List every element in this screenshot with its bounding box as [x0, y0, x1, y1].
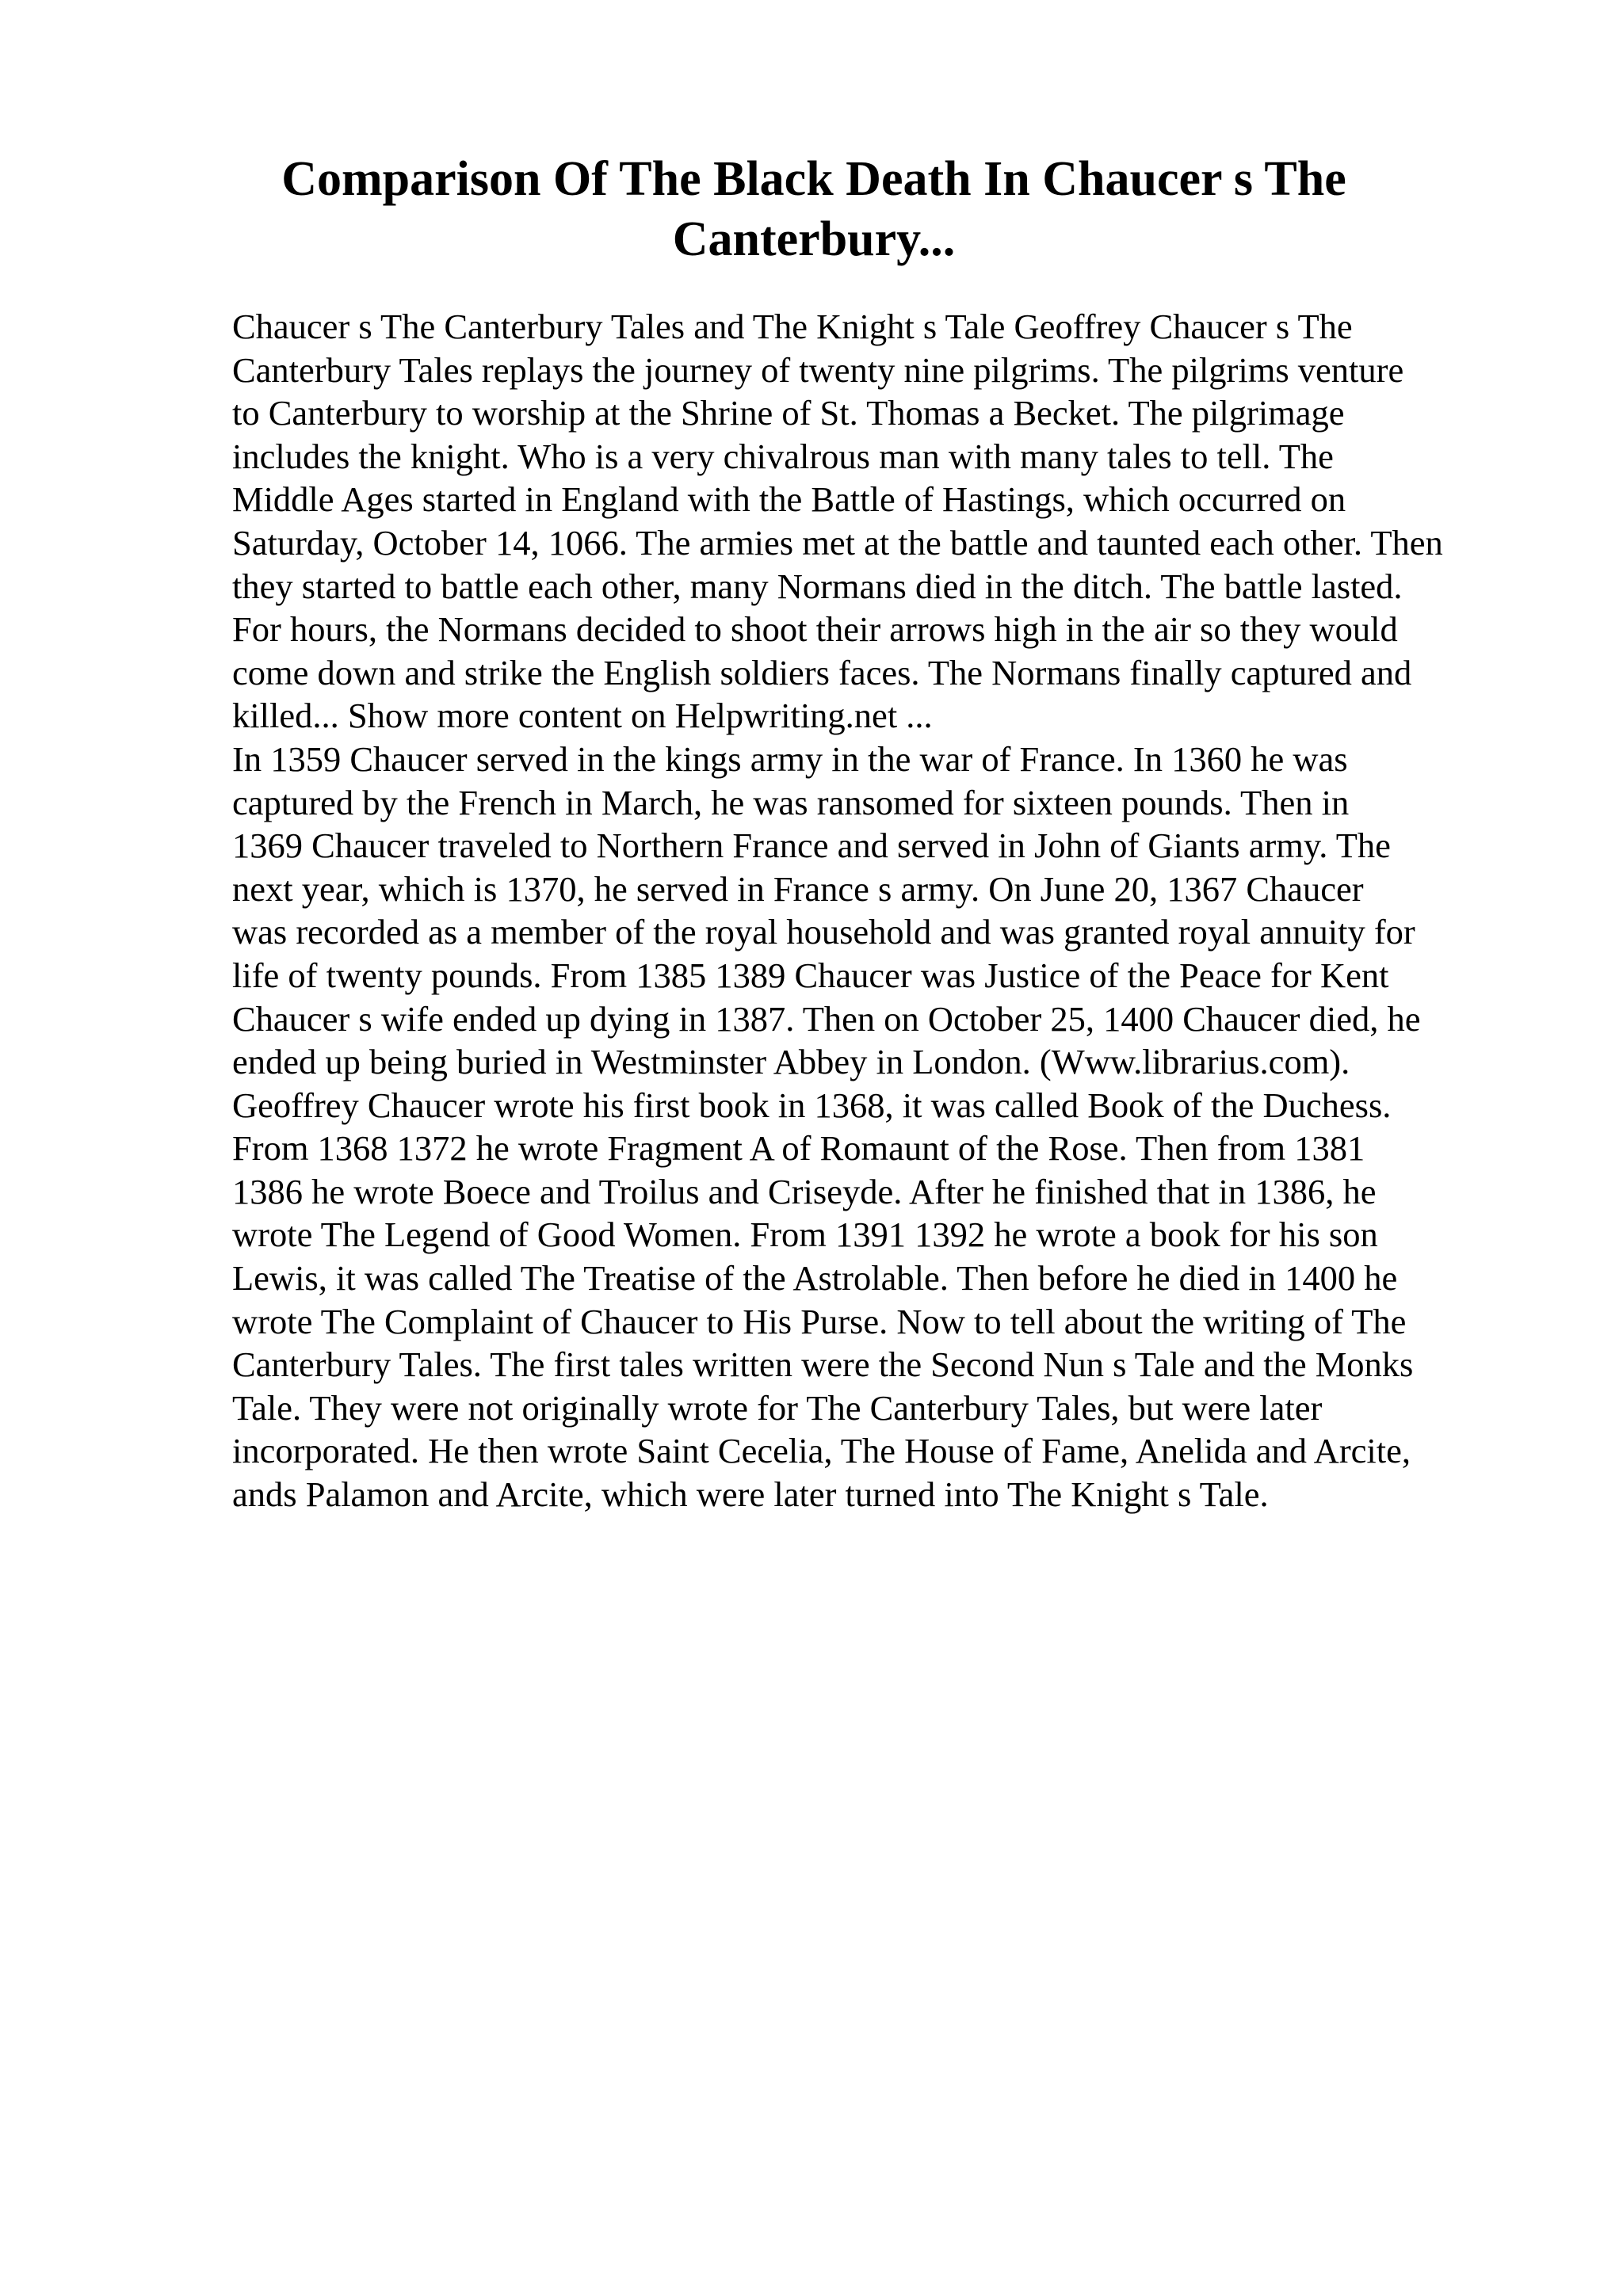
body-line: captured by the French in March, he was ransomed for sixteen pounds. Then in [232, 782, 1350, 822]
body-line: In 1359 Chaucer served in the kings army in the war of France. In 1360 he was [232, 738, 1348, 779]
body-line: wrote The Legend of Good Women. From 1391 1392 he wrote a book for his son [232, 1215, 1378, 1255]
body-line-show-more: killed... Show more content on Helpwriting.net ... [232, 696, 933, 736]
body-line: Tale. They were not originally wrote for The Canterbury Tales, but were later [232, 1387, 1323, 1428]
body-line: next year, which is 1370, he served in France s army. On June 20, 1367 Chaucer [232, 868, 1364, 909]
body-line: For hours, the Normans decided to shoot their arrows high in the air so they would [232, 609, 1398, 650]
body-line: ands Palamon and Arcite, which were later turned into The Knight s Tale. [232, 1474, 1269, 1515]
body-line: From 1368 1372 he wrote Fragment A of Romaunt of the Rose. Then from 1381 [232, 1128, 1365, 1169]
body-line: wrote The Complaint of Chaucer to His Purse. Now to tell about the writing of The [232, 1301, 1407, 1341]
body-line: 1369 Chaucer traveled to Northern France and served in John of Giants army. The [232, 826, 1391, 866]
body-line: was recorded as a member of the royal household and was granted royal annuity for [232, 912, 1415, 952]
body-line: they started to battle each other, many Normans died in the ditch. The battle lasted. [232, 566, 1403, 606]
body-line: ended up being buried in Westminster Abbey in London. (Www.librarius.com). [232, 1042, 1350, 1082]
body-line: Lewis, it was called The Treatise of the Astrolable. Then before he died in 1400 he [232, 1258, 1398, 1299]
body-line: Canterbury Tales replays the journey of twenty nine pilgrims. The pilgrims venture [232, 349, 1404, 390]
body-line: Chaucer s wife ended up dying in 1387. Then on October 25, 1400 Chaucer died, he [232, 998, 1421, 1039]
body-line: Chaucer s The Canterbury Tales and The Knight s Tale Geoffrey Chaucer s The [232, 307, 1353, 346]
body-line: Middle Ages started in England with the Battle of Hastings, which occurred on [232, 479, 1346, 520]
document-body [232, 305, 1532, 1516]
body-line: includes the knight. Who is a very chivalrous man with many tales to tell. The [232, 436, 1334, 476]
body-line: 1386 he wrote Boece and Troilus and Criseyde. After he finished that in 1386, he [232, 1171, 1377, 1211]
body-line: Geoffrey Chaucer wrote his first book in 1368, it was called Book of the Duchess. [232, 1085, 1392, 1125]
document-title [231, 149, 1396, 269]
body-line: come down and strike the English soldiers faces. The Normans finally captured and [232, 652, 1412, 692]
title-line-2: Canterbury... [672, 212, 956, 266]
body-line: to Canterbury to worship at the Shrine of St. Thomas a Becket. The pilgrimage [232, 393, 1345, 433]
body-line: Canterbury Tales. The first tales written were the Second Nun s Tale and the Monks [232, 1344, 1414, 1385]
title-line-1: Comparison Of The Black Death In Chaucer s The [281, 152, 1346, 206]
body-line: Saturday, October 14, 1066. The armies met at the battle and taunted each other. Then [232, 522, 1443, 563]
body-line: incorporated. He then wrote Saint Cecelia, The House of Fame, Anelida and Arcite, [232, 1431, 1411, 1471]
body-line: life of twenty pounds. From 1385 1389 Chaucer was Justice of the Peace for Kent [232, 955, 1389, 995]
